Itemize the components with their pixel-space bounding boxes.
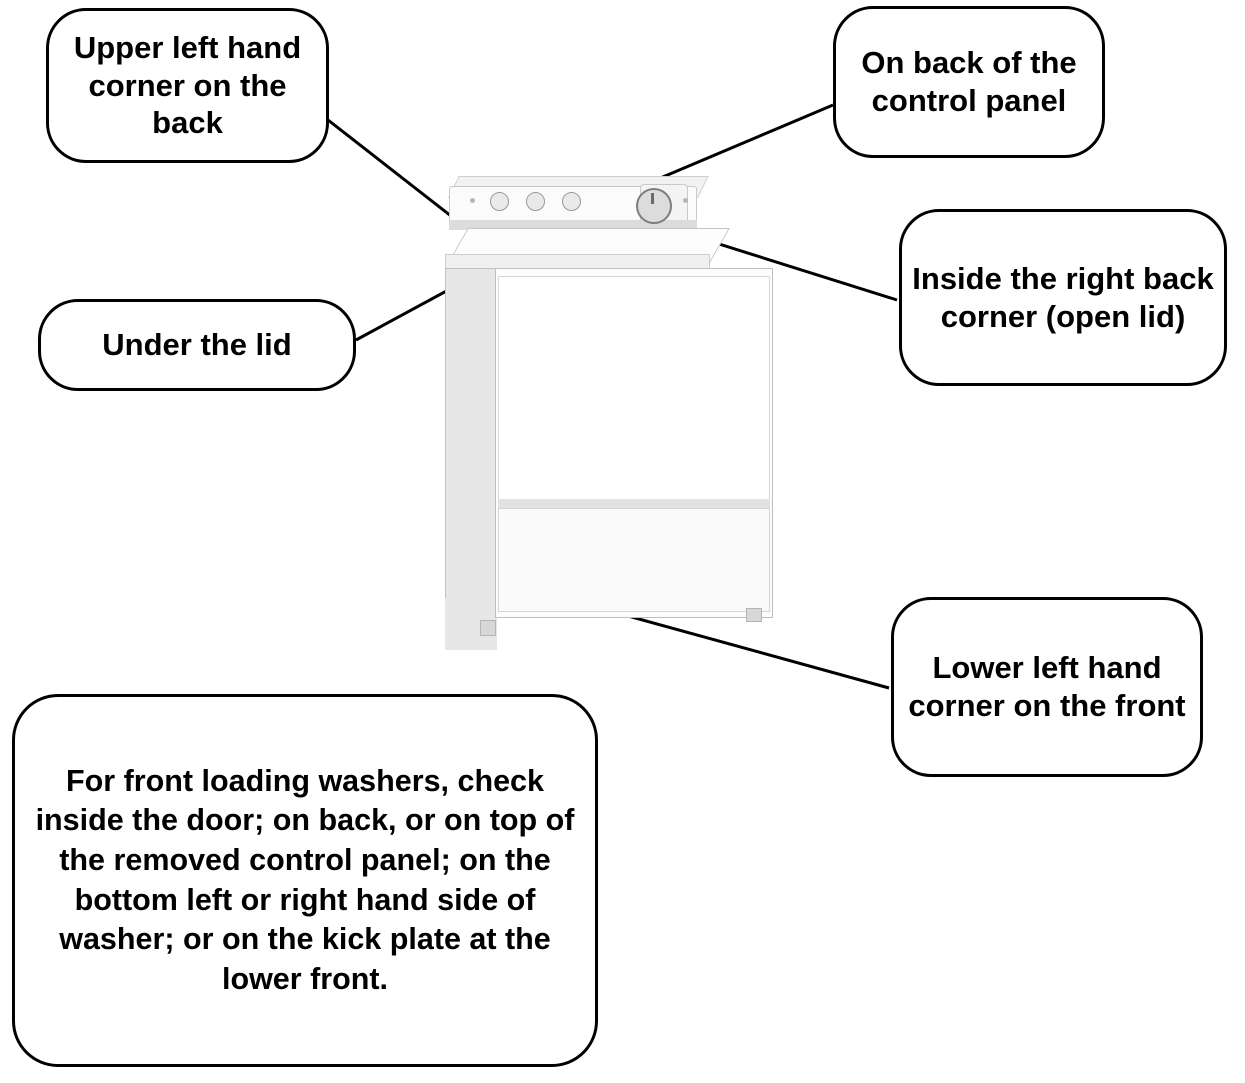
washer-front-upper-panel: [498, 276, 770, 501]
control-panel-indicator-right: [683, 198, 688, 203]
washer-front-divider: [498, 499, 770, 508]
callout-upper-left-text: Upper left hand corner on the back: [73, 29, 302, 141]
control-panel-indicator-left: [470, 198, 475, 203]
control-knob-1: [490, 192, 509, 211]
control-knob-3: [562, 192, 581, 211]
callout-back-control-panel: [833, 6, 1105, 158]
cycle-selector-knob: [636, 188, 672, 224]
washer-foot-right: [746, 608, 762, 622]
callout-lower-left-front: [891, 597, 1203, 777]
control-knob-2: [526, 192, 545, 211]
washer-left-side-panel: [445, 268, 497, 650]
callout-upper-left: [46, 8, 329, 163]
callout-inside-right-back: [899, 209, 1227, 386]
washer-foot-left: [480, 620, 496, 636]
callout-front-loading-washers-text: For front loading washers, check inside the door; on back, or on top of the removed control panel; on the bottom left or right hand side of washer; or on the kick plate at the lower front.: [35, 763, 575, 996]
callout-under-lid: [38, 299, 356, 391]
callout-under-lid-text: Under the lid: [102, 327, 292, 363]
callout-back-control-panel-text: On back of the control panel: [861, 45, 1077, 118]
callout-front-loading-washers: [12, 694, 598, 1067]
washer-front-lower-panel: [498, 508, 770, 612]
washer-illustration: [440, 168, 810, 638]
callout-lower-left-front-text: Lower left hand corner on the front: [908, 650, 1186, 723]
callout-inside-right-back-text: Inside the right back corner (open lid): [912, 260, 1214, 334]
